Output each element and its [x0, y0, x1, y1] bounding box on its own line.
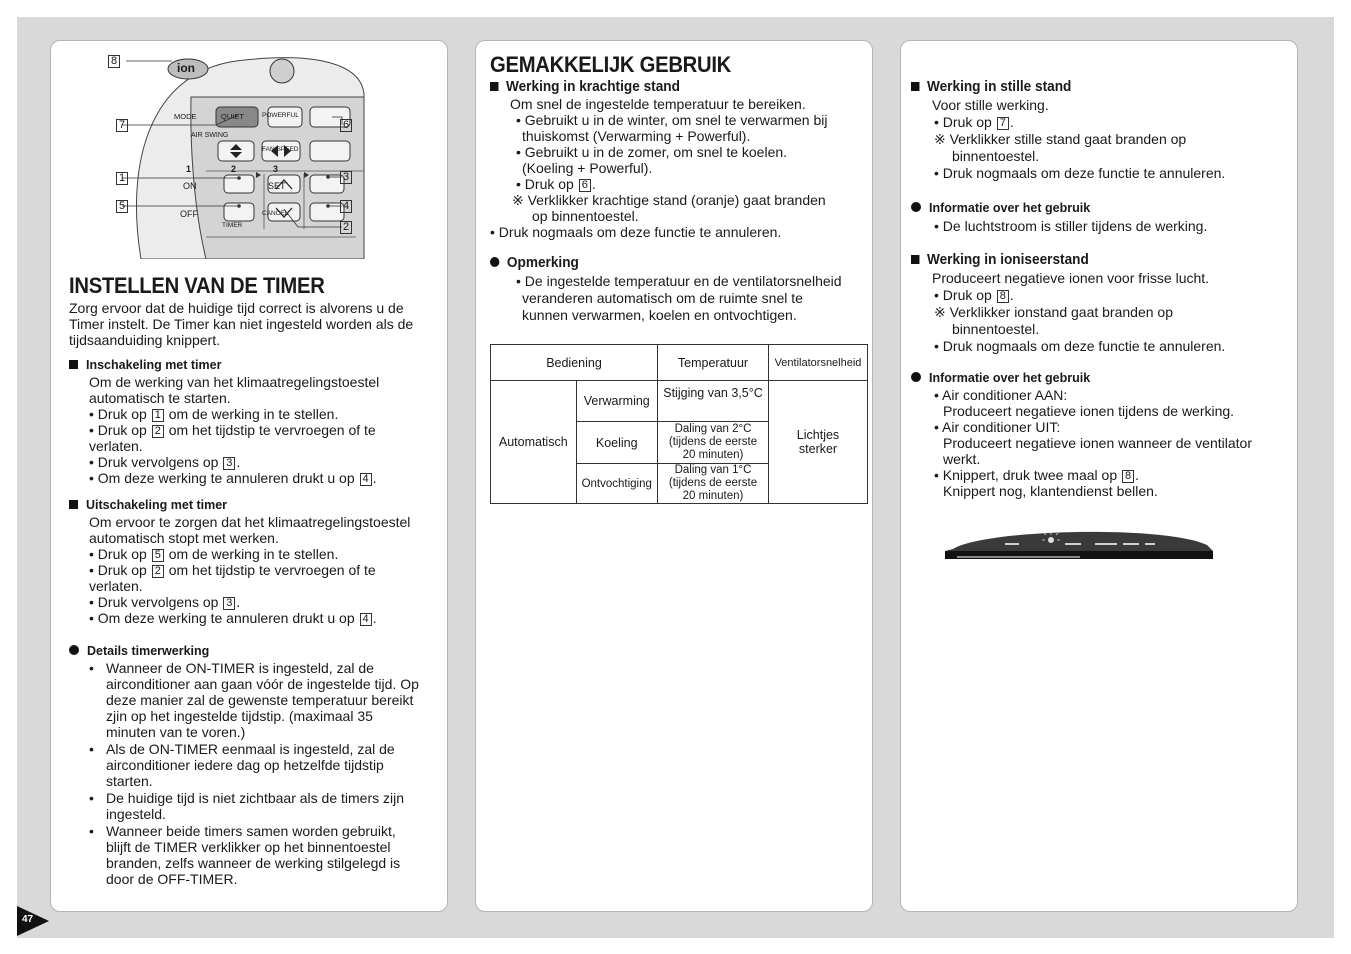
- on-button[interactable]: ON: [183, 181, 197, 191]
- note-heading: Opmerking: [490, 255, 579, 271]
- table-cell: Verwarming: [576, 381, 658, 422]
- timer-label: TIMER: [222, 222, 243, 229]
- powerful-body: Om snel de ingestelde temperatuur te bereiken. • Gebruikt u in de winter, om snel te verwarmen bij thuiskomst (Verwarming + Powerful). • Gebruikt u in de zomer, om snel te koelen. (Koeling + Powerful). • Druk op 6 . ※ Verklikker krachtige stand (oranje) gaat branden op binnentoestel. • Druk nogmaals om deze functie te annuleren.: [490, 96, 828, 240]
- table-cell: Daling van 1°C (tijdens de eerste 20 minuten): [658, 464, 769, 504]
- step-3-label: 3: [273, 164, 279, 174]
- details-list: • Wanneer de ON-TIMER is ingesteld, zal de airconditioner aan gaan vóór de ingestelde tijd. Op deze manier zal de gewenste temperatuur bereikt zjin op het ingestelde tijdstip. (maximaal 35 minuten van te voren.) • Als de ON-TIMER eenmaal is ingesteld, zal de airconditioner iedere dag op hetzelfde tijdstip starten. • De huidige tijd is niet zichtbaar als de timers zijn ingesteld. • Wanneer beide timers samen worden gebruikt, blijft de TIMER verklikker op het binnentoestel branden, zelfs wanneer de werking stilgelegd is door de OFF-TIMER.: [89, 660, 419, 887]
- page-number-badge: [17, 906, 49, 936]
- table-cell: Stijging van 3,5°C: [658, 381, 769, 422]
- note-body: • De ingestelde temperatuur en de ventilatorsnelheid veranderen automatisch om de ruimte snel te kunnen verwarmen, koelen en ontvochtigen.: [516, 273, 842, 323]
- callout-4: 4: [340, 200, 352, 213]
- quiet-body: Voor stille werking. • Druk op 7 . ※ Verklikker stille stand gaat branden op binnentoestel. • Druk nogmaals om deze functie te annuleren.: [932, 97, 1226, 181]
- step-1-label: 1: [186, 164, 192, 174]
- ion-heading: Werking in ioniseerstand: [911, 252, 1089, 268]
- easy-use-panel: [475, 40, 873, 912]
- air-swing-label: AIR SWING: [191, 132, 229, 139]
- timer-panel: [50, 40, 448, 912]
- round-bullet-icon: [911, 202, 921, 212]
- info1-heading: Informatie over het gebruik: [911, 201, 1090, 215]
- square-bullet-icon: [69, 500, 78, 509]
- table-cell: Automatisch: [491, 381, 577, 504]
- square-bullet-icon: [69, 360, 78, 369]
- square-bullet-icon: [911, 82, 919, 91]
- mode-button[interactable]: MODE: [174, 112, 197, 121]
- fan-speed-button[interactable]: FAN SPEED: [262, 146, 299, 153]
- powerful-button[interactable]: POWERFUL: [262, 112, 299, 119]
- quiet-button[interactable]: QUIET: [221, 112, 244, 121]
- round-bullet-icon: [911, 372, 921, 382]
- timer-intro: Zorg ervoor dat de huidige tijd correct is alvorens u de Timer instelt. De Timer kan niet ingesteld worden als de tijdsaanduiding knippert.: [69, 300, 414, 348]
- powerful-heading: Werking in krachtige stand: [490, 79, 680, 95]
- callout-1: 1: [116, 172, 128, 185]
- square-bullet-icon: [490, 82, 498, 91]
- auto-mode-table: [490, 344, 868, 504]
- callout-5: 5: [116, 200, 128, 213]
- step-2-label: 2: [231, 164, 237, 174]
- info2-heading: Informatie over het gebruik: [911, 371, 1090, 385]
- off-timer-heading: Uitschakeling met timer: [69, 498, 227, 512]
- callout-2: 2: [340, 221, 352, 234]
- off-button[interactable]: OFF: [180, 209, 198, 219]
- easy-use-title: GEMAKKELIJK GEBRUIK: [490, 52, 732, 77]
- round-bullet-icon: [69, 645, 79, 655]
- timer-title: INSTELLEN VAN DE TIMER: [69, 273, 325, 298]
- info1-body: • De luchtstroom is stiller tijdens de werking.: [934, 218, 1208, 234]
- cancel-button[interactable]: CANCEL: [262, 210, 289, 217]
- ion-body: Produceert negatieve ionen voor frisse lucht. • Druk op 8 . ※ Verklikker ionstand gaat branden op binnentoestel. • Druk nogmaals om deze functie te annuleren.: [932, 270, 1226, 354]
- on-timer-body: Om de werking van het klimaatregelingstoestel automatisch te starten. • Druk op 1 om de werking in te stellen. • Druk op 2 om het tijdstip te vervroegen of te verlaten. • Druk vervolgens op 3 . • Om deze werking te annuleren drukt u op 4 .: [89, 374, 380, 486]
- callout-7: 7: [116, 119, 128, 132]
- table-cell: Ontvochtiging: [576, 464, 658, 504]
- ion-button-label: ion: [177, 61, 195, 75]
- table-header: Ventilatorsnelheid: [769, 345, 868, 381]
- on-timer-heading: Inschakeling met timer: [69, 358, 221, 372]
- callout-8: 8: [108, 55, 120, 68]
- table-cell: Lichtjes sterker: [769, 381, 868, 504]
- callout-3: 3: [340, 171, 352, 184]
- table-header: Temperatuur: [658, 345, 769, 381]
- table-cell: Koeling: [576, 422, 658, 464]
- details-heading: Details timerwerking: [69, 644, 209, 658]
- square-bullet-icon: [911, 255, 919, 264]
- table-cell: Daling van 2°C (tijdens de eerste 20 minuten): [658, 422, 769, 464]
- round-bullet-icon: [490, 257, 499, 267]
- indoor-unit-display-illustration: [945, 521, 1215, 561]
- info2-body: • Air conditioner AAN: Produceert negatieve ionen tijdens de werking. • Air conditioner UIT: Produceert negatieve ionen wanneer de ventilator werkt. • Knippert, druk twee maal op 8 . Knippert nog, klantendienst bellen.: [934, 387, 1252, 499]
- quiet-heading: Werking in stille stand: [911, 79, 1071, 95]
- table-header: Bediening: [491, 345, 658, 381]
- off-timer-body: Om ervoor te zorgen dat het klimaatregelingstoestel automatisch stopt met werken. • Druk op 5 om de werking in te stellen. • Druk op 2 om het tijdstip te vervroegen of te verlaten. • Druk vervolgens op 3 . • Om deze werking te annuleren drukt u op 4 .: [89, 514, 411, 626]
- callout-6: 6: [340, 119, 352, 132]
- modes-panel: [900, 40, 1298, 912]
- page-number: 47: [22, 914, 34, 925]
- set-button[interactable]: SET: [268, 181, 286, 191]
